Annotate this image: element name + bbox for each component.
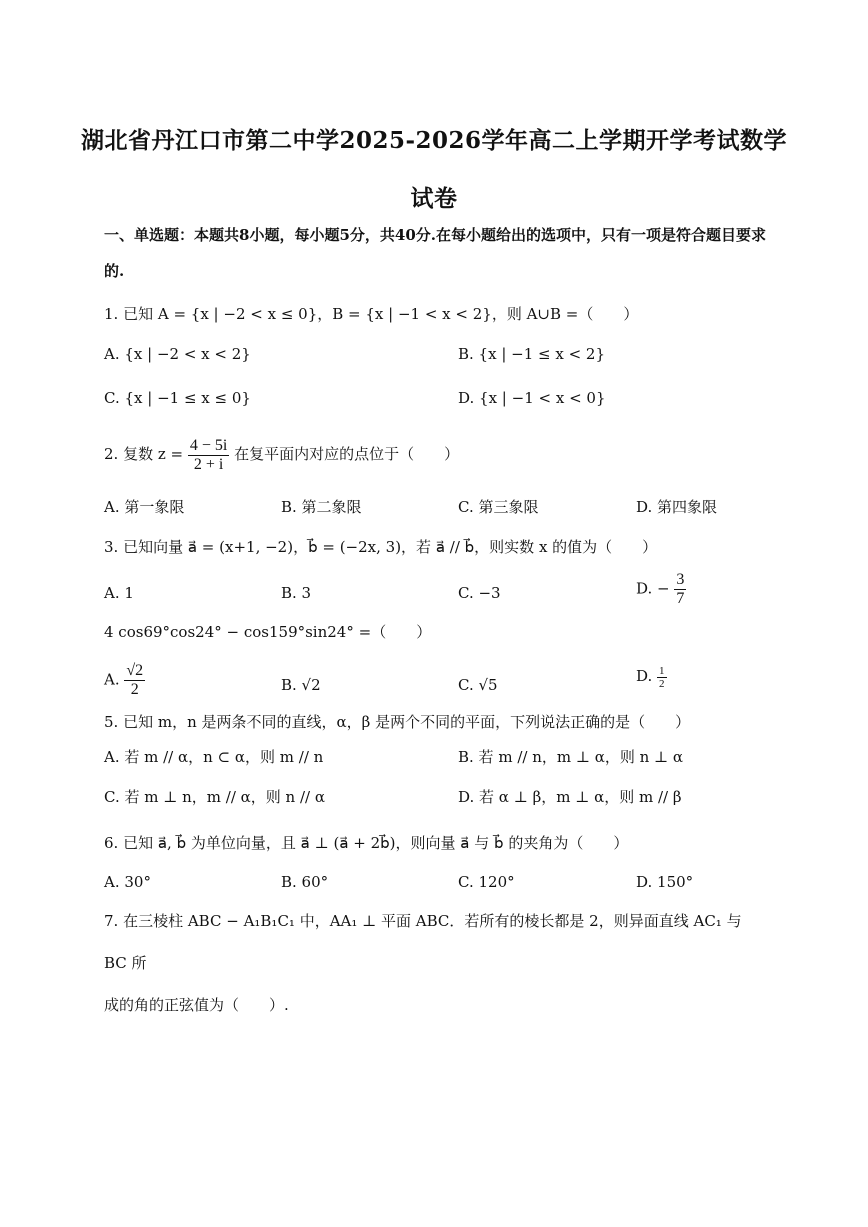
question-5-option-c: C. 若 m ⊥ n，m // α，则 n // α [104, 788, 325, 806]
question-5-option-a: A. 若 m // α，n ⊂ α，则 m // n [104, 748, 324, 766]
question-3-option-d [636, 571, 686, 608]
denominator: 2 [659, 677, 665, 690]
numerator: √2 [126, 662, 144, 679]
question-6-option-d: D. 150° [636, 873, 694, 891]
question-2-option-b: B. 第二象限 [281, 498, 362, 516]
question-3-option-d-prefix: D. − [636, 579, 670, 598]
question-1-option-c: C. {x | −1 ≤ x ≤ 0} [104, 389, 251, 407]
denominator: 2 [130, 681, 139, 698]
question-7-stem-line1: 7. 在三棱柱 ABC − A₁B₁C₁ 中，AA₁ ⊥ 平面 ABC．若所有的棱长都是 2，则异面直线 AC₁ 与 BC 所 [104, 912, 742, 972]
question-5-option-d: D. 若 α ⊥ β，m ⊥ α，则 m // β [458, 788, 682, 806]
option-label: A. [104, 670, 120, 689]
exam-title-line2: 试卷 [410, 185, 458, 212]
question-4-option-d [636, 664, 667, 690]
section-heading: 一、单选题：本题共8小题，每小题5分，共40分.在每小题给出的选项中，只有一项是符合题目要求的. [104, 226, 766, 280]
question-2-stem-suffix: 在复平面内对应的点位于（ ） [234, 445, 460, 463]
numerator: 1 [659, 664, 665, 677]
option-label: D. [636, 667, 653, 685]
question-4-option-b: B. √2 [281, 676, 321, 694]
question-2-option-c: C. 第三象限 [458, 498, 539, 516]
question-6-option-b: B. 60° [281, 873, 329, 891]
question-3-option-c: C. −3 [458, 584, 501, 602]
numerator: 3 [676, 571, 685, 588]
question-3-stem: 3. 已知向量 a⃗ = (x+1, −2)，b⃗ = (−2x, 3)，若 a⃗ // b⃗，则实数 x 的值为（ ） [104, 538, 658, 556]
question-2-stem [104, 434, 769, 474]
question-7-stem [104, 900, 769, 1026]
question-7-stem-line2: 成的角的正弦值为（ ）. [104, 996, 289, 1014]
question-1-stem: 1. 已知 A = {x | −2 < x ≤ 0}，B = {x | −1 < x < 2}，则 A∪B =（ ） [104, 305, 639, 323]
question-6-option-a: A. 30° [104, 873, 151, 891]
question-1-option-a: A. {x | −2 < x < 2} [104, 345, 251, 363]
question-3-option-b: B. 3 [281, 584, 312, 602]
question-1-option-b: B. {x | −1 ≤ x < 2} [458, 345, 606, 363]
question-2-fraction-numerator: 4 − 5i [189, 436, 228, 454]
question-5-option-b: B. 若 m // n，m ⊥ α，则 n ⊥ α [458, 748, 684, 766]
question-2-option-d: D. 第四象限 [636, 498, 718, 516]
question-2-option-a: A. 第一象限 [104, 498, 185, 516]
question-1-option-d: D. {x | −1 < x < 0} [458, 389, 606, 407]
question-6-stem: 6. 已知 a⃗, b⃗ 为单位向量，且 a⃗ ⊥ (a⃗ + 2b⃗)，则向量 a⃗ 与 b⃗ 的夹角为（ ） [104, 834, 629, 852]
question-4-option-a-fraction [124, 662, 145, 699]
question-2-fraction [188, 437, 229, 474]
question-3-option-d-fraction [674, 571, 686, 608]
question-2-stem-prefix: 2. 复数 z = [104, 445, 184, 463]
question-4-option-c: C. √5 [458, 676, 498, 694]
question-2-fraction-denominator: 2 + i [193, 455, 224, 473]
question-4-stem: 4 cos69°cos24° − cos159°sin24° =（ ） [104, 623, 432, 641]
question-3-option-a: A. 1 [104, 584, 134, 602]
question-4-option-a [104, 662, 145, 699]
question-4-option-d-fraction [657, 665, 667, 690]
question-6-option-c: C. 120° [458, 873, 515, 891]
denominator: 7 [676, 590, 685, 607]
question-5-stem: 5. 已知 m，n 是两条不同的直线，α，β 是两个不同的平面，下列说法正确的是（ ） [104, 713, 691, 731]
exam-title: 湖北省丹江口市第二中学2025-2026学年高二上学期开学考试数学 [80, 127, 788, 154]
